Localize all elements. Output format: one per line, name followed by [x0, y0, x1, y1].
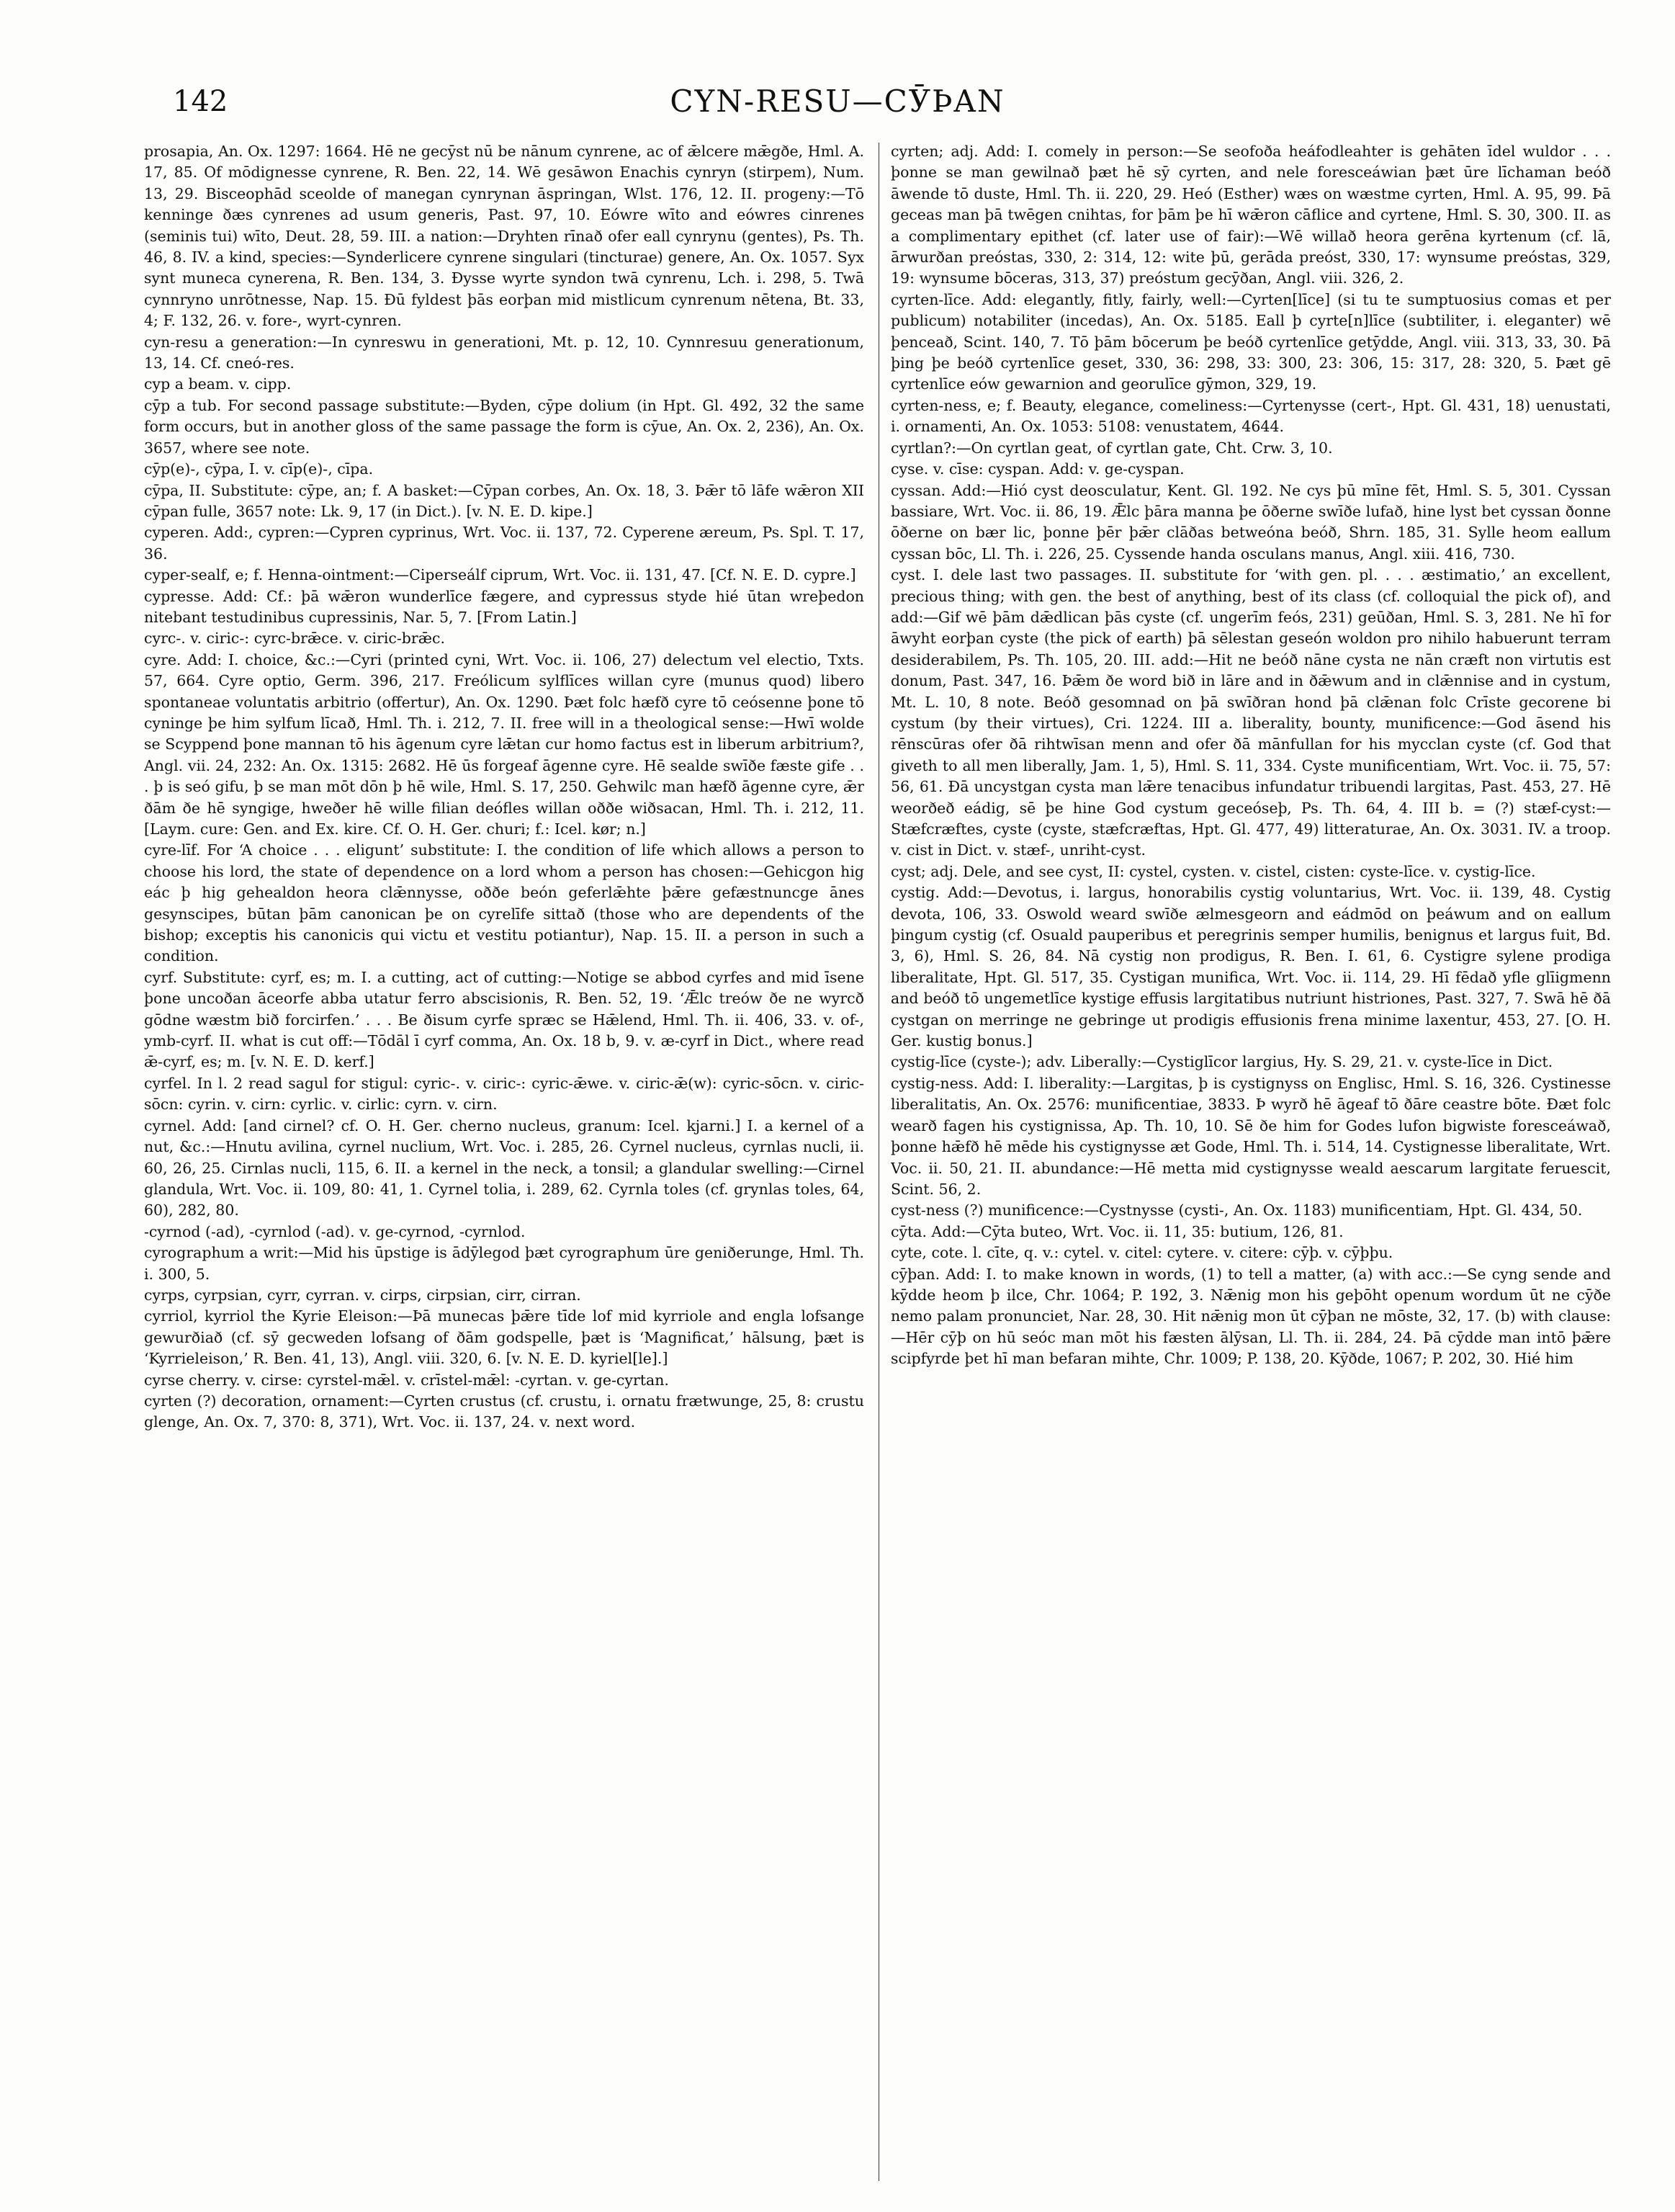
entry-cyrfel: cyrfel. In l. 2 read sagul for stigul: cyric-. v. ciric-: cyric-ǣwe. v. ciric-ǣ(w): cyric-sōcn. v. ciric-sōcn: cyrin. v. cirn: cyrlic. v. cirlic: cyrn. v. cirn. [144, 1074, 864, 1114]
entry-cyper-sealf: cyper-sealf, e; f. Henna-ointment:—Ciperseálf ciprum, Wrt. Voc. ii. 131, 47. [Cf. N. E. D. cypre.] [144, 566, 856, 584]
entry-cyssan: cyssan. Add:—Hió cyst deosculatur, Kent. Gl. 192. Ne cys þū mīne fēt, Hml. S. 5, 301. Cyssan bassiare, Wrt. Voc. ii. 86, 19. Ǣlc þāra manna þe ōðerne swīðe lufað, hine lyst bet cyssan ðonne ōðerne on bær lic, þonne þēr þǣr clāðas betweóna beóð, Shrn. 185, 31. Sylle heom eallum cyssan bōc, Ll. Th. i. 226, 25. Cyssende handa osculans manus, Angl. xiii. 416, 730. [891, 481, 1611, 563]
entry-cyrnod: -cyrnod (-ad), -cyrnlod (-ad). v. ge-cyrnod, -cyrnlod. [144, 1222, 526, 1240]
entry-prosapia: prosapia, An. Ox. 1297: 1664. Hē ne gecȳst nū be nānum cynrene, ac of ǣlcere mǣgðe, Hml. A. 17, 85. Of mōdignesse cynrene, R. Ben. 22, 14. Wē gesāwon Enachis cynryn (stirpem), Num. 13, 29. Bisceophād sceolde of manegan cynrynan āspringan, Wlst. 176, 12. II. progeny:—Tō kenninge ðæs cynrenes ad usum generis, Past. 97, 10. Eówre wīto and eówres cinrenes (seminis tui) wīto, Deut. 28, 59. III. a nation:—Dryhten rīnað ofer eall cynrynu (gentes), Ps. Th. 46, 8. IV. a kind, species:—Synderlicere cynrene singulari (tincturae) genere, An. Ox. 1057. Syx synt muneca cynerena, R. Ben. 134, 3. Ðysse wyrte syndon twā cynrenu, Lch. i. 298, 5. Twā cynnryno unrōtnesse, Nap. 15. Ðū fyldest þās eorþan mid mistlicum cynrenum nētena, Bt. 33, 4; F. 132, 26. v. fore-, wyrt-cynren. [144, 143, 864, 330]
entry-cyst: cyst. I. dele last two passages. II. substitute for ‘with gen. pl. . . . æstimatio,’ an excellent, precious thing; with gen. the best of anything, best of its class (cf. colloquial the pick of), and add:—Gif wē þām dǣdlican þās cyste (cf. ungerīm feós, 231) geūðan, Hml. S. 3, 281. Ne hī for āwyht eorþan cyste (the pick of earth) þā sēlestan geseón woldon pro nihilo habuerunt terram desiderabilem, Ps. Th. 105, 20. III. add:—Hit ne beóð nāne cysta ne nān cræft non virtutis est donum, Past. 347, 16. Þǣm ðe word bið in lāre and in ðǣwum and in clǣnnise and in cystum, Mt. L. 10, 8 note. Beóð gesomnad on þā swīðran hond þā clǣnan folc Crīste gecorene bi cystum (by their virtues), Cri. 1224. III a. liberality, bounty, munificence:—God āsend his rēnscūras ofer ðā rihtwīsan menn and ofer ðā mānfullan for his mycclan cyste (cf. God that giveth to all men liberally, Jam. 1, 5), Hml. S. 11, 334. Cyste munificentiam, Wrt. Voc. ii. 75, 57: 56, 61. Ðā uncystgan cysta man lǣre tenacibus infundatur tribuendi largitas, Past. 453, 27. Hē weorðeð eádig, sē þe hine God cystum geceóseþ, Ps. Th. 64, 4. III b. = (?) stæf-cyst:—Stæfcræftes, cyste (cyste, stæfcræftas, Hpt. Gl. 477, 49) litteraturae, An. Ox. 3031. IV. a troop. v. cist in Dict. v. stæf-, unriht-cyst. [891, 566, 1611, 859]
entry-cyrten-ness: cyrten-ness, e; f. Beauty, elegance, comeliness:—Cyrtenysse (cert-, Hpt. Gl. 431, 18) uenustati, i. ornamenti, An. Ox. 1053: 5108: venustatem, 4644. [891, 396, 1611, 436]
entry-cypa-ii: cȳpa, II. Substitute: cȳpe, an; f. A basket:—Cȳpan corbes, An. Ox. 18, 3. Þǣr tō lāfe wǣron XII cȳpan fulle, 3657 note: Lk. 9, 17 (in Dict.). [v. N. E. D. kipe.] [144, 481, 864, 520]
running-head: CYN-RESU—CӮÞAN [670, 84, 1005, 119]
entry-cystig-lice: cystig-līce (cyste-); adv. Liberally:—Cystiglīcor largius, Hy. S. 29, 21. v. cyste-līce in Dict. [891, 1053, 1553, 1071]
entry-cyrtlan: cyrtlan?:—On cyrtlan geat, of cyrtlan gate, Cht. Crw. 3, 10. [891, 439, 1333, 457]
entry-cypresse: cypresse. Add: Cf.: þā wǣron wunderlīce fægere, and cypressus styde hié ūtan wreþedon nitebant testudinibus cupressinis, Nar. 5, 7. [From Latin.] [144, 587, 864, 626]
entry-cyrten-noun: cyrten (?) decoration, ornament:—Cyrten crustus (cf. crustu, i. ornatu frætwunge, 25, 8: crustu glenge, An. Ox. 7, 370: 8, 371), Wrt. Voc. ii. 137, 24. v. next word. [144, 1392, 864, 1431]
entry-cyrten-lice: cyrten-līce. Add: elegantly, fitly, fairly, well:—Cyrten[līce] (si tu te sumptuosius comas et per publicum) notabiliter (incedas), An. Ox. 5185. Eall þ cyrte[n]līce (subtiliter, i. eleganter) wē þenceað, Scint. 140, 7. Tō þām bōcerum þe beóð cyrtenlīce getȳdde, Angl. viii. 313, 33, 30. Þā þing þe beóð cyrtenlīce geset, 330, 36: 298, 33: 300, 23: 306, 15: 317, 28: 320, 5. Þæt gē cyrtenlīce eów gewarnion and georulīce gȳmon, 329, 19. [891, 290, 1611, 393]
entry-cyp: cyp a beam. v. cipp. [144, 375, 292, 393]
entry-cyrc: cyrc-. v. ciric-: cyrc-brǣce. v. ciric-brǣc. [144, 630, 445, 648]
entry-cyp-tub: cȳp a tub. For second passage substitute:—Byden, cȳpe dolium (in Hpt. Gl. 492, 32 the same form occurs, but in another gloss of the same passage the form is cȳue, An. Ox. 2, 236), An. Ox. 3657, where see note. [144, 396, 864, 457]
entry-cyst-ness: cyst-ness (?) munificence:—Cystnysse (cysti-, An. Ox. 1183) munificentiam, Hpt. Gl. 434, 50. [891, 1201, 1583, 1219]
entry-cyperen: cyperen. Add:, cypren:—Cypren cyprinus, Wrt. Voc. ii. 137, 72. Cyperene æreum, Ps. Spl. T. 17, 36. [144, 524, 864, 563]
entry-cyre-lif: cyre-līf. For ‘A choice . . . eligunt’ substitute: I. the condition of life which allows a person to choose his lord, the state of dependence on a lord whom a person has chosen:—Gehicgon hig eác þ hig gehealdon heora clǣnnysse, oððe beón geferlǣhte þǣre gefæstnuncge ānes gesynscipes, būtan þām canonican þe on cyrelīfe sittað (those who are dependents of the bishop; exceptis his canonicis qui victu et vestitu potiantur), Nap. 15. II. a person in such a condition. [144, 841, 864, 965]
entry-cythan: cȳþan. Add: I. to make known in words, (1) to tell a matter, (a) with acc.:—Se cyng sende and kȳdde heom þ ilce, Chr. 1064; P. 192, 3. Nǣnig mon his geþōht openum wordum ūt ne cȳðe nemo palam pronunciet, Nar. 28, 30. Hit nǣnig mon ūt cȳþan ne mōste, 32, 17. (b) with clause:—Hēr cȳþ on hū seóc man mōt his fæsten ālȳsan, Ll. Th. ii. 284, 24. Þā cȳdde man intō þǣre scipfyrde þet hī man befaran mihte, Chr. 1009; P. 138, 20. Kȳðde, 1067; P. 202, 30. Hié him [891, 1265, 1611, 1368]
entry-cyrten-adj: cyrten; adj. Add: I. comely in person:—Se seofoða heáfodleahter is gehāten īdel wuldor . . . þonne se man gewilnað þæt hē sȳ cyrten, and nele foresceáwian þæt ūre līchaman beóð āwende tō duste, Hml. Th. ii. 220, 29. Heó (Esther) wæs on wæstme cyrten, Hml. A. 95, 99. Þā geceas man þā twēgen cnihtas, for þām þe hī wǣron cāflice and cyrtene, Hml. S. 30, 300. II. as a complimentary epithet (cf. later use of fair):—Wē willað heora gerēna kyrtenum (cf. lā, ārwurðan preóstas, 330, 2: 314, 12: wite þū, gerāda preóst, 330, 17: wynsume preóstas, 329, 19: wynsume bōceras, 313, 37) preóstum gecȳðan, Angl. viii. 326, 2. [891, 143, 1611, 287]
entry-cyte: cyte, cote. l. cīte, q. v.: cytel. v. citel: cytere. v. citere: cȳþ. v. cȳþþu. [891, 1244, 1393, 1262]
page-number: 142 [173, 85, 228, 118]
entry-cyrographum: cyrographum a writ:—Mid his ūpstige is ādȳlegod þæt cyrographum ūre geniðerunge, Hml. Th. i. 300, 5. [144, 1244, 864, 1283]
right-column [891, 141, 1611, 2187]
entry-cyta: cȳta. Add:—Cȳta buteo, Wrt. Voc. ii. 11, 35: butium, 126, 81. [891, 1222, 1344, 1240]
entry-cystig: cystig. Add:—Devotus, i. largus, honorabilis cystig voluntarius, Wrt. Voc. ii. 139, 48. Cystig devota, 106, 33. Oswold weard swīðe ælmesgeorn and eádmōd on þeáwum and on eallum þingum cystig (cf. Osuald pauperibus et peregrinis semper humilis, benignus et largus fuit, Bd. 3, 6), Hml. S. 26, 84. Nā cystig non prodigus, R. Ben. I. 61, 6. Cystigre sylene prodiga liberalitate, Hpt. Gl. 517, 35. Cystigan munifica, Wrt. Voc. ii. 114, 29. Hī fēdað yfle glīigmenn and beóð tō ungemetlīce kystige effusis largitatibus nutriunt histriones, Past. 327, 7. Swā hē ðā cystgan on merringe ne gebringe ut prodigis effusionis frena minime laxentur, 453, 27. [O. H. Ger. kustig bonus.] [891, 884, 1611, 1050]
entry-cyrf: cyrf. Substitute: cyrf, es; m. I. a cutting, act of cutting:—Notige se abbod cyrfes and mid īsene þone uncoðan āceorfe abba utatur ferro abscisionis, R. Ben. 52, 19. ‘Ǣlc treów ðe ne wyrcð gōdne wæstm bið forcirfen.’ . . . Be ðisum cyrfe spræc se Hǣlend, Hml. Th. ii. 406, 33. v. of-, ymb-cyrf. II. what is cut off:—Tōdāl ī cyrf comma, An. Ox. 18 b, 9. v. æ-cyrf in Dict., where read ǣ-cyrf, es; m. [v. N. E. D. kerf.] [144, 968, 864, 1071]
entry-cyrse: cyrse cherry. v. cirse: cyrstel-mǣl. v. crīstel-mǣl: -cyrtan. v. ge-cyrtan. [144, 1371, 669, 1389]
entry-cyst-adj: cyst; adj. Dele, and see cyst, II: cystel, cysten. v. cistel, cisten: cyste-līce. v. cystig-līce. [891, 862, 1536, 880]
entry-cyn-resu: cyn-resu a generation:—In cynreswu in generationi, Mt. p. 12, 10. Cynnresuu generationum, 13, 14. Cf. cneó-res. [144, 333, 864, 372]
entry-cyrriol: cyrriol, kyrriol the Kyrie Eleison:—Þā munecas þǣre tīde lof mid kyrriole and engla lofsange gewurðiað (cf. sȳ gecweden lofsang of ðām godspelle, þæt is ‘Magnificat,’ hālsung, þæt is ‘Kyrrieleison,’ R. Ben. 41, 13), Angl. viii. 320, 6. [v. N. E. D. kyriel[le].] [144, 1307, 864, 1368]
entry-cystig-ness: cystig-ness. Add: I. liberality:—Largitas, þ is cystignyss on Englisc, Hml. S. 16, 326. Cystinesse liberalitatis, An. Ox. 2576: munificentiae, 3833. Þ wyrð hē āgeaf tō ðāre ceastre bōte. Ðæt folc wearð fagen his cystignissa, Ap. Th. 10, 10. Sē ðe him for Godes lufon bigwiste foresceáwað, þonne hǣfð hē mēde his cystignysse æt Gode, Hml. Th. i. 514, 14. Cystignesse liberalitate, Wrt. Voc. ii. 50, 21. II. abundance:—Hē metta mid cystignysse weald aescarum largitate feruescit, Scint. 56, 2. [891, 1074, 1611, 1198]
entry-cyre: cyre. Add: I. choice, &c.:—Cyri (printed cyni, Wrt. Voc. ii. 106, 27) delectum vel electio, Txts. 57, 664. Cyre optio, Germ. 396, 217. Freólicum sylflīces willan cyre (munus quod) libero spontaneae voluntatis arbitrio (offertur), An. Ox. 1290. Þæt folc hæfð cyre tō ceósenne þone tō cyninge þe him sylfum līcað, Hml. Th. i. 212, 7. II. free will in a theological sense:—Hwī wolde se Scyppend þone mannan tō his āgenum cyre lǣtan cur homo factus est in liberum arbitrium?, Angl. vii. 24, 232: An. Ox. 1315: 2682. Hē ūs forgeaf āgenne cyre. Hē sealde swīðe fæste gife . . . þ is seó gifu, þ se man mōt dōn þ hē wile, Hml. S. 17, 250. Gehwilc man hæfð āgenne cyre, ǣr ðām ðe hē syngige, hweðer hē wille filian deófles willan oððe wiðsacan, Hml. Th. i. 212, 11. [Laym. cure: Gen. and Ex. kire. Cf. O. H. Ger. churi; f.: Icel. kør; n.] [144, 650, 864, 838]
left-column [144, 141, 864, 2187]
entry-cype-cypa: cȳp(e)-, cȳpa, I. v. cīp(e)-, cīpa. [144, 460, 374, 478]
entry-cyse: cyse. v. cīse: cyspan. Add: v. ge-cyspan. [891, 460, 1185, 478]
entry-cyrnel: cyrnel. Add: [and cirnel? cf. O. H. Ger. cherno nucleus, granum: Icel. kjarni.] I. a kernel of a nut, &c.:—Hnutu avilina, cyrnel nuclium, Wrt. Voc. i. 285, 26. Cyrnel nucleus, cyrnlas nucli, ii. 60, 26, 25. Cirnlas nucli, 115, 6. II. a kernel in the neck, a tonsil; a glandular swelling:—Cirnel glandula, Wrt. Voc. ii. 109, 80: 41, 1. Cyrnel tolia, i. 289, 62. Cyrnla toles (cf. grynlas toles, 64, 60), 282, 80. [144, 1116, 864, 1219]
entry-cyrps: cyrps, cyrpsian, cyrr, cyrran. v. cirps, cirpsian, cirr, cirran. [144, 1286, 581, 1304]
